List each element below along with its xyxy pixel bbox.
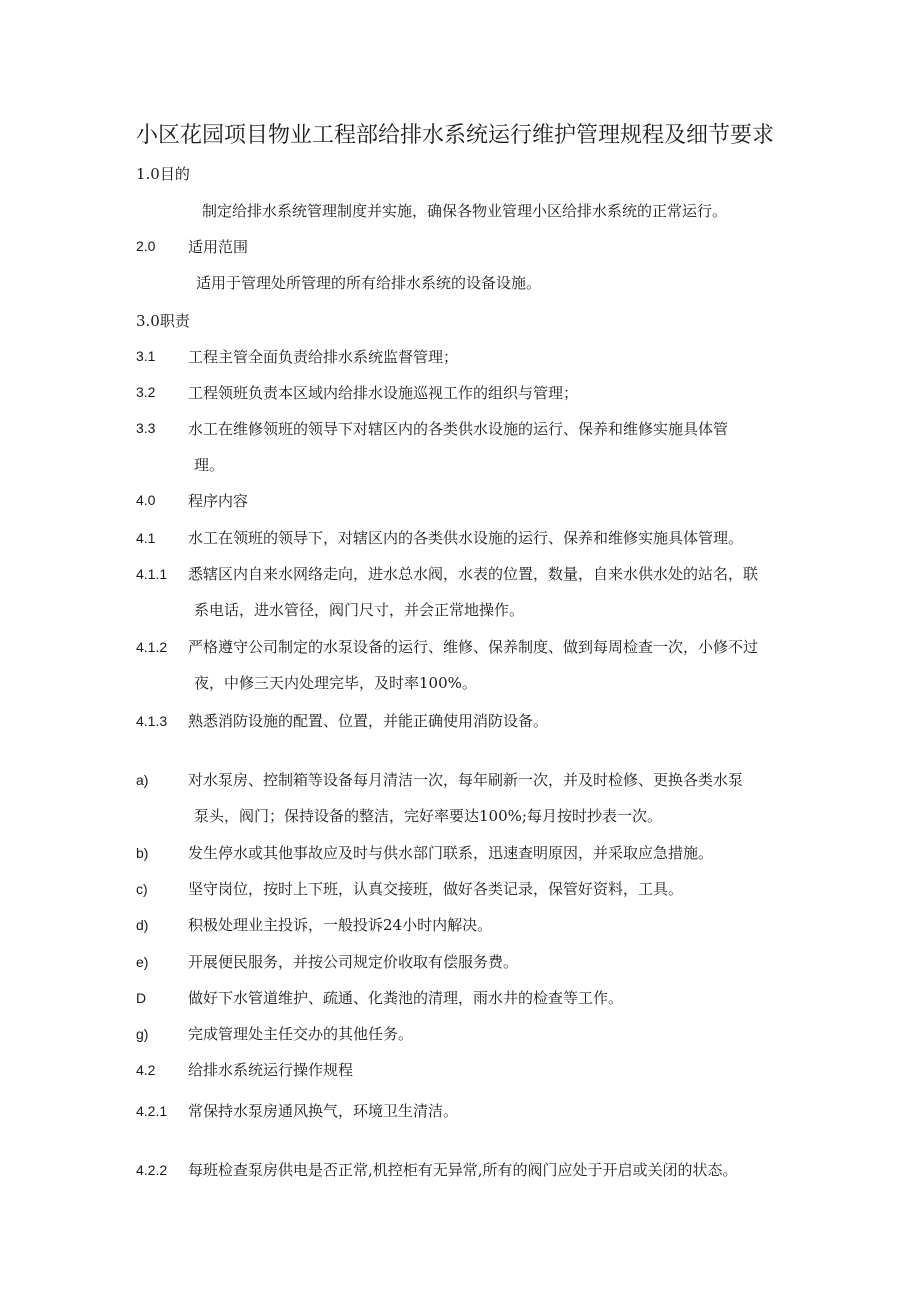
list-item: 完成管理处主任交办的其他任务。 bbox=[188, 1025, 414, 1043]
list-item: 坚守岗位，按时上下班，认真交接班，做好各类记录，保管好资料，工具。 bbox=[188, 880, 684, 898]
section-number: 4.2.1 bbox=[136, 1103, 168, 1119]
list-item: 熟悉消防设施的配置、位置，并能正确使用消防设备。 bbox=[188, 712, 549, 730]
paragraph: 制定给排水系统管理制度并实施，确保各物业管理小区给排水系统的正常运行。 bbox=[202, 202, 728, 220]
section-number: 2.0 bbox=[136, 238, 156, 254]
section-heading: 给排水系统运行操作规程 bbox=[188, 1061, 354, 1079]
list-item: 水工在维修领班的领导下对辖区内的各类供水设施的运行、保养和维修实施具体管 bbox=[188, 420, 729, 438]
list-marker: c) bbox=[136, 881, 148, 897]
list-item: 积极处理业主投诉，一般投诉24小时内解决。 bbox=[188, 916, 493, 934]
list-marker: g) bbox=[136, 1026, 149, 1042]
list-item: 悉辖区内自来水网络走向，进水总水阀，水表的位置，数量，自来水供水处的站名，联 bbox=[188, 565, 759, 583]
list-item: 工程主管全面负责给排水系统监督管理； bbox=[188, 348, 459, 366]
section-number: 3.2 bbox=[136, 384, 156, 400]
section-number: 4.2 bbox=[136, 1062, 156, 1078]
list-marker: d) bbox=[136, 917, 149, 933]
list-item-continuation: 理。 bbox=[194, 456, 225, 474]
section-number: 3.3 bbox=[136, 420, 156, 436]
section-number: 3.1 bbox=[136, 348, 156, 364]
list-item: 工程领班负责本区域内给排水设施巡视工作的组织与管理； bbox=[188, 384, 579, 402]
list-item: 做好下水管道维护、疏通、化粪池的清理，雨水井的检查等工作。 bbox=[188, 989, 624, 1007]
list-item: 每班检查泵房供电是否正常,机控柜有无异常,所有的阀门应处于开启或关闭的状态。 bbox=[188, 1161, 738, 1179]
section-heading: 适用范围 bbox=[188, 238, 249, 256]
list-item-continuation: 系电话，进水管径，阀门尺寸，并会正常地操作。 bbox=[194, 601, 525, 619]
list-item: 严格遵守公司制定的水泵设备的运行、维修、保养制度、做到每周检查一次，小修不过 bbox=[188, 638, 759, 656]
list-item: 常保持水泵房通风换气，环境卫生清洁。 bbox=[188, 1102, 459, 1120]
list-marker: b) bbox=[136, 845, 149, 861]
list-item-continuation: 夜，中修三天内处理完毕，及时率100%。 bbox=[194, 674, 477, 692]
list-marker: D bbox=[136, 990, 147, 1006]
list-item: 对水泵房、控制箱等设备每月清洁一次，每年刷新一次，并及时检修、更换各类水泵 bbox=[188, 771, 744, 789]
list-item: 水工在领班的领导下，对辖区内的各类供水设施的运行、保养和维修实施具体管理。 bbox=[188, 529, 744, 547]
list-marker: a) bbox=[136, 772, 149, 788]
page-title: 小区花园项目物业工程部给排水系统运行维护管理规程及细节要求 bbox=[136, 123, 775, 148]
section-number: 4.1.1 bbox=[136, 566, 168, 582]
list-item: 开展便民服务，并按公司规定价收取有偿服务费。 bbox=[188, 953, 519, 971]
section-heading: 1.0目的 bbox=[136, 165, 190, 183]
section-heading: 3.0职责 bbox=[136, 312, 190, 330]
list-marker: e) bbox=[136, 954, 149, 970]
section-number: 4.0 bbox=[136, 492, 156, 508]
list-item: 发生停水或其他事故应及时与供水部门联系，迅速查明原因，并采取应急措施。 bbox=[188, 844, 714, 862]
section-number: 4.1.3 bbox=[136, 713, 168, 729]
section-heading: 程序内容 bbox=[188, 492, 249, 510]
section-number: 4.2.2 bbox=[136, 1162, 168, 1178]
section-number: 4.1 bbox=[136, 530, 156, 546]
section-number: 4.1.2 bbox=[136, 639, 168, 655]
list-item-continuation: 泵头，阀门；保持设备的整洁，完好率要达100%;每月按时抄表一次。 bbox=[194, 807, 662, 825]
paragraph: 适用于管理处所管理的所有给排水系统的设备设施。 bbox=[196, 274, 542, 292]
